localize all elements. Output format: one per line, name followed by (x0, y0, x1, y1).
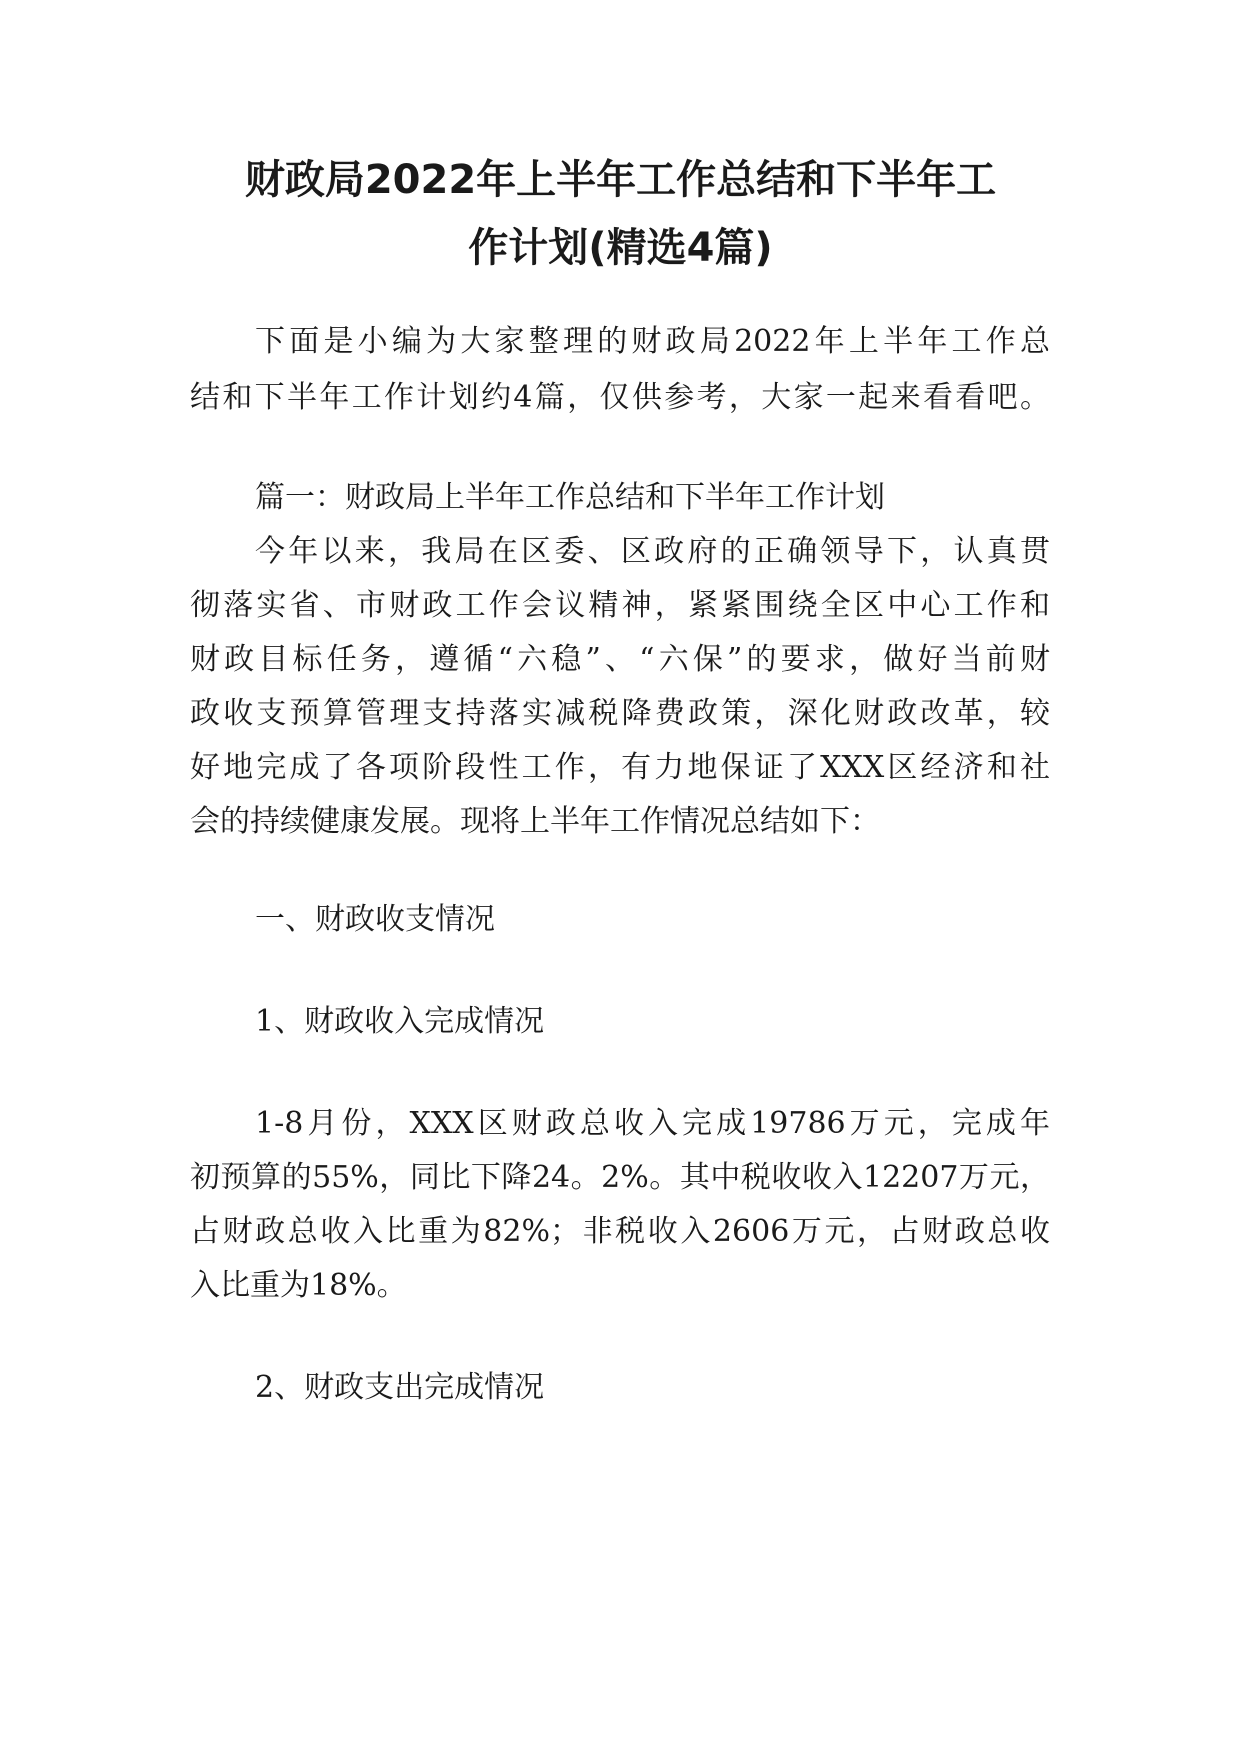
body-line: 会的持续健康发展。现将上半年工作情况总结如下： (190, 804, 880, 839)
body-line: 今年以来，我局在区委、区政府的正确领导下，认真贯 (255, 534, 1050, 569)
body-line: 政收支预算管理支持落实减税降费政策，深化财政改革，较 (190, 696, 1050, 731)
revenue-line: 占财政总收入比重为82%；非税收入2606万元，占财政总收 (190, 1214, 1050, 1249)
chapter-heading: 篇一：财政局上半年工作总结和下半年工作计划 (255, 480, 885, 515)
subsection-heading: 2、财政支出完成情况 (255, 1370, 545, 1405)
document-title-line-1: 财政局2022年上半年工作总结和下半年工 (244, 157, 997, 203)
body-line: 好地完成了各项阶段性工作，有力地保证了XXX区经济和社 (190, 750, 1050, 785)
revenue-line: 初预算的55%，同比下降24。2%。其中税收收入12207万元， (190, 1160, 1050, 1195)
intro-line: 结和下半年工作计划约4篇，仅供参考，大家一起来看看吧。 (190, 380, 1050, 415)
subsection-heading: 1、财政收入完成情况 (255, 1004, 545, 1039)
body-line: 财政目标任务，遵循“六稳”、“六保”的要求，做好当前财 (190, 642, 1050, 677)
revenue-line: 1-8月份，XXX区财政总收入完成19786万元，完成年 (255, 1106, 1050, 1141)
revenue-line: 入比重为18%。 (190, 1268, 407, 1303)
body-line: 彻落实省、市财政工作会议精神，紧紧围绕全区中心工作和 (190, 588, 1050, 623)
section-heading: 一、财政收支情况 (255, 902, 495, 937)
intro-line: 下面是小编为大家整理的财政局2022年上半年工作总 (255, 324, 1050, 359)
document-title-line-2: 作计划(精选4篇) (468, 225, 773, 271)
